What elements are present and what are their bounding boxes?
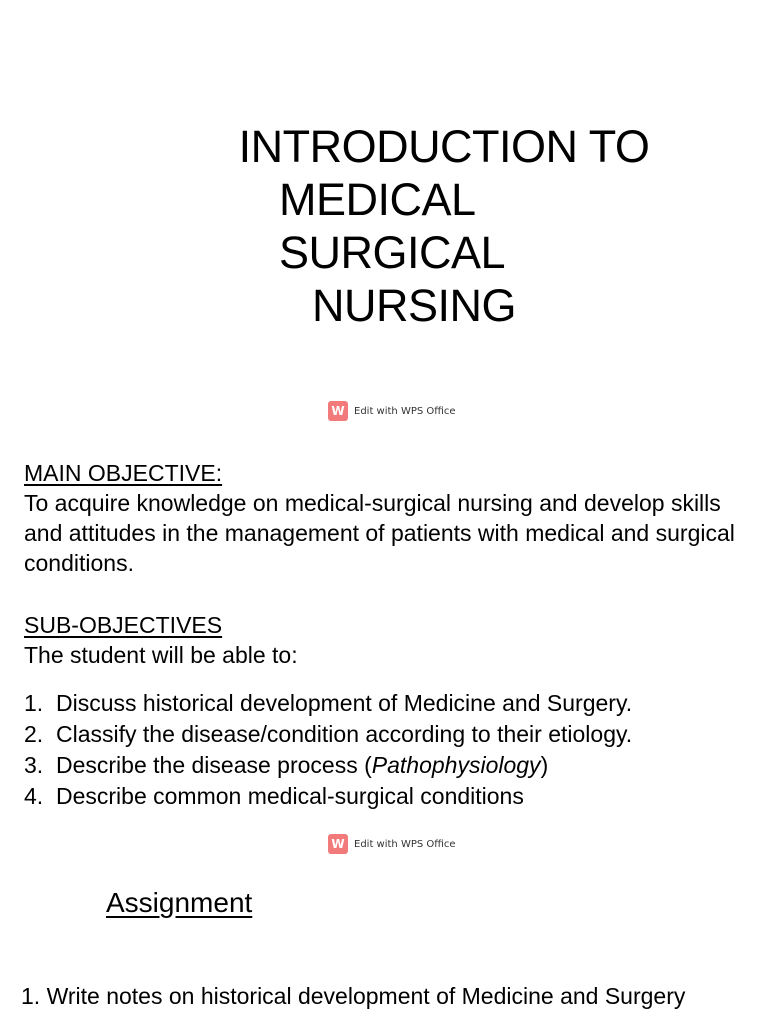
list-item (24, 688, 632, 719)
list-item-text: Discuss historical development of Medicine and Surgery. (56, 690, 633, 716)
title-line-1: INTRODUCTION TO (238, 121, 650, 172)
list-item-text-italic: Pathophysiology (371, 752, 541, 778)
wps-logo-icon: W (328, 401, 348, 421)
main-objective-body: To acquire knowledge on medical-surgical nursing and develop skills and attitudes in the management of patients with medical and surgical conditions. (24, 490, 735, 576)
title-line-2: MEDICAL SURGICAL (279, 174, 506, 278)
list-item-text: Describe common medical-surgical conditions (56, 783, 524, 809)
main-objective-heading: MAIN OBJECTIVE: (24, 460, 223, 486)
list-item (24, 781, 632, 812)
list-item-text-after: ) (540, 752, 549, 778)
assignment-heading: Assignment (106, 887, 253, 918)
sub-objectives-section (24, 610, 754, 670)
list-item-text: Classify the disease/condition according to their etiology. (56, 721, 633, 747)
sub-objectives-intro: The student will be able to: (24, 642, 298, 668)
list-item-number: 1. (24, 690, 44, 716)
wps-edit-label: Edit with WPS Office (354, 405, 456, 417)
list-item (24, 750, 632, 781)
list-item (24, 719, 632, 750)
list-item-number: 2. (24, 721, 44, 747)
wps-edit-label: Edit with WPS Office (354, 838, 456, 850)
sub-objectives-list (24, 688, 632, 812)
wps-edit-badge[interactable] (328, 834, 456, 854)
list-item-number: 3. (24, 752, 44, 778)
assignment-item: 1. Write notes on historical development of Medicine and Surgery (21, 983, 686, 1009)
document-title (0, 120, 768, 332)
main-objective-section (24, 458, 754, 578)
title-line-3: NURSING (311, 280, 516, 331)
wps-logo-icon: W (328, 834, 348, 854)
list-item-text (56, 750, 548, 781)
list-item-text-before: Describe the disease process ( (56, 752, 372, 778)
wps-edit-badge[interactable] (328, 401, 456, 421)
list-item-number: 4. (24, 783, 44, 809)
sub-objectives-heading: SUB-OBJECTIVES (24, 612, 223, 638)
